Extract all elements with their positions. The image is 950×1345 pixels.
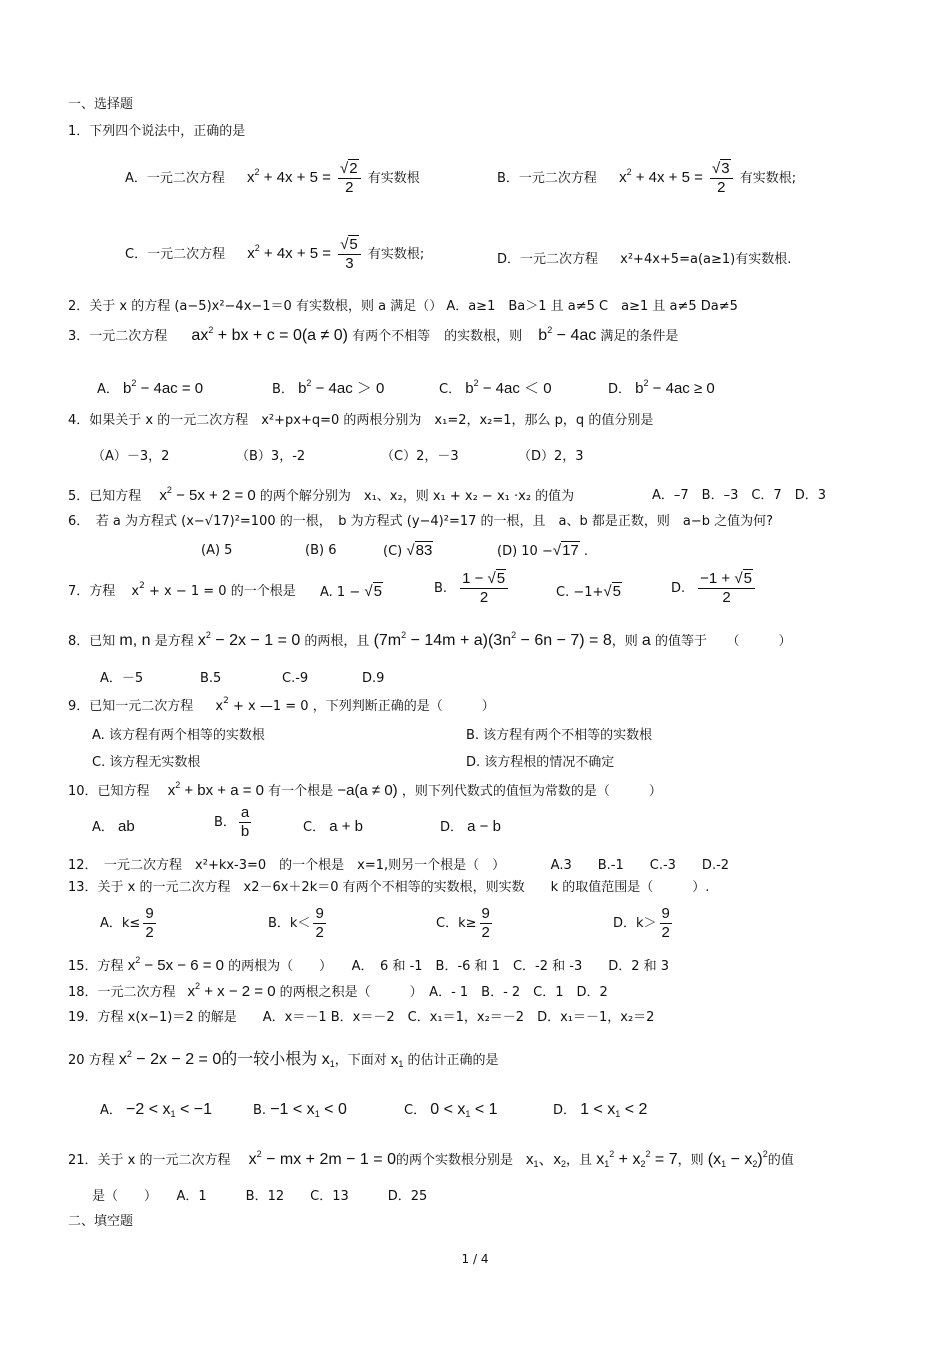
question-20-option-d: D． $1 < x_1 < 2$ [553,1101,648,1119]
question-9-option-d: D. 该方程根的情况不确定 [466,755,615,770]
question-6-option-b: (B) 6 [305,543,337,558]
question-10-option-c: C． a + b [303,818,363,835]
question-12: 12． 一元二次方程 x²+kx-3=0 的一个根是 x=1,则另一个根是（ ） A.3 B.-1 C.-3 D.-2 [68,858,730,873]
question-10-option-d: D． a − b [440,818,501,835]
question-4-option-d: （D）2，3 [518,449,584,464]
question-13-option-d: D．k＞ $\frac{9}{2}$ [613,905,670,941]
question-3-stem: 3．一元二次方程 $ax^2$ + bx + c = 0(a ≠ 0) 有两个不相等 的实数根，则 $b^2 - 4ac$ 满足的条件是 [68,325,679,344]
question-4-option-b: （B）3，-2 [236,449,306,464]
question-9-option-c: C. 该方程无实数根 [92,755,201,770]
section-heading-choice: 一、选择题 [68,97,134,112]
question-20-option-a: A． $-2 < x_1 < -1$ [100,1101,213,1119]
question-3-option-d: D． $b^2 - 4ac \ge 0$ [608,378,715,397]
question-2: 2．关于 x 的方程 (a−5)x²−4x−1＝0 有实数根，则 a 满足（） A．a≥1 Ba＞1 且 a≠5 C a≥1 且 a≠5 Da≠5 [68,299,738,314]
question-7-option-a: A. 1 − √5 [320,583,382,600]
question-1-stem: 1．下列四个说法中，正确的是 [68,124,246,139]
question-1-option-d: D．一元二次方程 x²+4x+5=a(a≥1)有实数根. [497,252,792,267]
question-10-option-a: A． ab [92,818,135,835]
question-13-option-b: B．k＜ $\frac{9}{2}$ [268,905,324,941]
question-7-option-c: C. −1+√5 [556,583,621,600]
question-9-option-b: B. 该方程有两个不相等的实数根 [466,728,653,743]
question-3-option-c: C． $b^2 - 4ac < 0$ [439,378,552,397]
question-8-option-b: B.5 [200,671,222,686]
question-20-stem: 20 方程 $x^2 - 2x - 2 = 0$的一较小根为 $x_1$，下面对 $x_1$ 的估计正确的是 [68,1049,499,1069]
question-15: 15．方程 $x^2 - 5x - 6 = 0$ 的两根为（ ） A． 6 和 -1 B．-6 和 1 C．-2 和 -3 D．2 和 3 [68,955,670,974]
question-20-option-c: C． $0 < x_1 < 1$ [404,1101,498,1119]
question-6-stem: 6． 若 a 为方程式 (x−√17)²=100 的一根， b 为方程式 (y−4)²=17 的一根，且 a、b 都是正数，则 a−b 之值为何? [68,514,774,529]
question-8-option-d: D.9 [362,671,385,686]
question-9-stem: 9．已知一元二次方程 $x^2 + x$ —1 = 0 ，下列判断正确的是（ ） [68,696,495,714]
question-1-option-c: C．一元二次方程 $x^2 + 4x + 5$ = $\frac{√5}{3}$ 有实数根; [125,236,425,272]
question-10-option-b: B． $\frac{a}{b}$ [214,804,250,840]
question-3-option-a: A． $b^2 - 4ac = 0$ [97,378,204,397]
question-19: 19．方程 x(x−1)＝2 的解是 A．x＝－1 B．x＝－2 C．x₁＝1，x₂＝－2 D．x₁＝－1，x₂＝2 [68,1010,655,1025]
question-4-option-a: （A）－3，2 [92,449,170,464]
question-1-option-a: A．一元二次方程 $x^2 + 4x + 5$ = $\frac{√2}{2}$ 有实数根 [125,160,420,196]
question-13-option-a: A．k≤ $\frac{9}{2}$ [100,905,154,941]
question-5-options: A．–7 B．–3 C．7 D．3 [652,488,826,503]
question-13-stem: 13．关于 x 的一元二次方程 x2－6x＋2k＝0 有两个不相等的实数根，则实数 k 的取值范围是（ ）. [68,880,710,895]
question-9-option-a: A. 该方程有两个相等的实数根 [92,728,265,743]
section-heading-fill-blank: 二、填空题 [68,1214,134,1229]
question-7-option-b: B. $\frac{1 - √5}{2}$ [434,570,511,607]
question-8-option-a: A．－5 [100,671,144,686]
page-number: 1 / 4 [461,1252,489,1266]
question-8-stem: 8．已知 m, n 是方程 $x^2 - 2x - 1 = 0$ 的两根，且 $(7m^2 - 14m + a)(3n^2 - 6n - 7) = 8$，则 a 的值等于 （ ） [68,630,792,649]
question-10-stem: 10．已知方程 $x^2$ + bx + a = 0 有一个根是 −a(a ≠ 0) ，则下列代数式的值恒为常数的是（ ） [68,780,662,799]
question-3-option-b: B． $b^2 - 4ac > 0$ [272,378,385,397]
question-1-option-b: B．一元二次方程 $x^2 + 4x + 5$ = $\frac{√3}{2}$ 有实数根; [497,160,797,196]
question-21-stem: 21．关于 x 的一元二次方程 $x^2$ − mx + 2m − 1 = 0的两个实数根分别是 $x_1$、$x_2$，且 $x_1^2 + x_2^2 = 7$，则 $(x_1 - x_2)^2$的值 [68,1149,794,1169]
question-20-option-b: B. $-1 < x_1 < 0$ [253,1101,347,1119]
question-4-stem: 4．如果关于 x 的一元二次方程 x²+px+q=0 的两根分别为 x₁=2，x₂=1，那么 p，q 的值分别是 [68,413,654,428]
question-7-stem: 7．方程 $x^2 + x - 1 = 0$ 的一个根是 [68,581,296,599]
question-6-option-d: (D) 10 −√17 . [497,542,589,559]
question-8-option-c: C.-9 [282,671,309,686]
question-7-option-d: D. $\frac{-1 + √5}{2}$ [671,570,758,607]
question-21-options: 是（ ） A．1 B．12 C．13 D．25 [92,1189,428,1204]
question-18: 18．一元二次方程 $x^2 + x - 2 = 0$ 的两根之积是（ ） A．- 1 B．- 2 C．1 D．2 [68,981,608,1000]
question-13-option-c: C．k≥ $\frac{9}{2}$ [436,905,490,941]
question-6-option-c: (C) √83 [383,542,433,559]
question-6-option-a: (A) 5 [201,543,233,558]
question-5-stem: 5．已知方程 $x^2 - 5x + 2 = 0$ 的两个解分别为 x₁、x₂，则 x₁ + x₂ − x₁ ·x₂ 的值为 [68,485,575,504]
question-4-option-c: （C）2，－3 [381,449,459,464]
